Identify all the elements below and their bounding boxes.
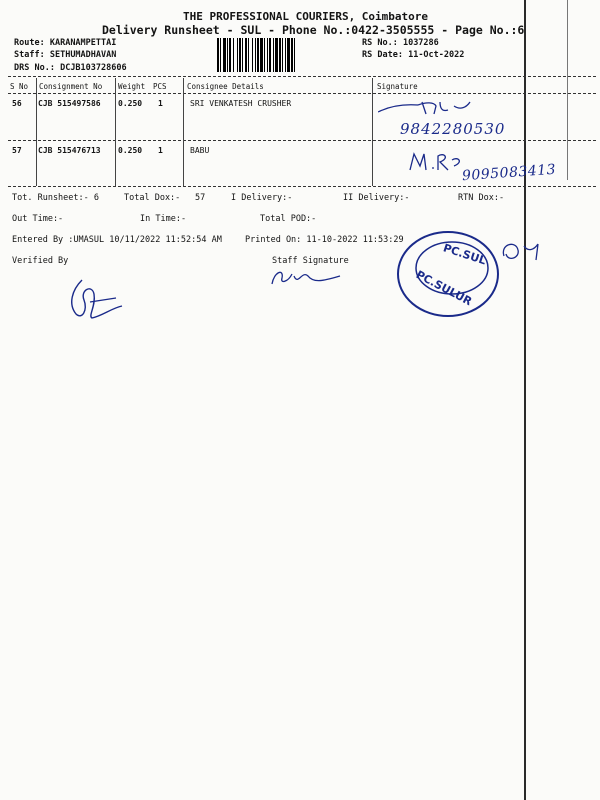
col-header-consignee: Consignee Details	[187, 82, 264, 91]
stamp-text-bottom: PC.SULUR	[413, 268, 475, 309]
col-separator	[372, 78, 373, 186]
col-header-weight: Weight	[118, 82, 146, 91]
cell-consignment: CJB 515476713	[38, 146, 101, 155]
entered-by: Entered By :UMASUL 10/11/2022 11:52:54 AM	[12, 235, 222, 245]
col-separator	[36, 78, 37, 186]
col-header-sno: S No	[10, 82, 29, 91]
row-divider	[8, 140, 596, 141]
table-bottom-rule	[8, 186, 596, 187]
total-dox-value: 57	[195, 193, 206, 203]
tot-runsheet: Tot. Runsheet:- 6	[12, 193, 99, 203]
cell-weight: 0.250	[118, 99, 143, 108]
cell-sno: 57	[12, 146, 22, 155]
total-dox-label: Total Dox:-	[124, 193, 181, 203]
staff-signature-label: Staff Signature	[272, 256, 349, 266]
rs-date-line	[362, 50, 464, 60]
col-header-signature: Signature	[377, 82, 418, 91]
page-edge-line-secondary	[567, 0, 568, 180]
staff-label: Staff:	[14, 50, 45, 60]
handwritten-phone: 9095083413	[461, 161, 557, 185]
barcode-bar	[295, 38, 297, 72]
verified-by-signature	[62, 276, 132, 322]
runsheet-title: Delivery Runsheet - SUL - Phone No.:0422-3505555 - Page No.:6	[102, 23, 525, 37]
cell-consignee: BABU	[190, 146, 210, 155]
page-edge-line	[524, 0, 526, 800]
in-time-label: In Time:-	[140, 214, 187, 224]
cell-sno: 56	[12, 99, 22, 108]
table-header-rule	[8, 93, 596, 94]
handwritten-phone: 9842280530	[400, 120, 506, 138]
rs-no-label: RS No.:	[362, 38, 398, 48]
drs-value: DCJB103728606	[60, 63, 127, 73]
staff-value: SETHUMADHAVAN	[49, 50, 117, 60]
cell-weight: 0.250	[118, 146, 143, 155]
ii-delivery-label: II Delivery:-	[343, 193, 410, 203]
col-header-pcs: PCS	[153, 82, 167, 91]
company-title: THE PROFESSIONAL COURIERS, Coimbatore	[183, 10, 429, 23]
out-time-label: Out Time:-	[12, 214, 64, 224]
cell-consignment: CJB 515497586	[38, 99, 101, 108]
route-value: KARANAMPETTAI	[49, 38, 117, 48]
stamp-text-top: PC.SUL	[441, 241, 488, 268]
rs-no-value: 1037286	[402, 38, 439, 48]
printed-on: Printed On: 11-10-2022 11:53:29	[245, 235, 404, 245]
office-stamp	[392, 228, 504, 326]
drs-line	[14, 63, 127, 73]
col-header-consignment: Consignment No	[39, 82, 103, 91]
rs-date-label: RS Date:	[362, 50, 403, 60]
route-line	[14, 38, 116, 48]
barcode-image	[217, 38, 357, 72]
verified-by-label: Verified By	[12, 256, 69, 266]
col-separator	[115, 78, 116, 186]
drs-label: DRS No.:	[14, 63, 55, 73]
cell-pcs: 1	[158, 146, 163, 155]
total-pod-label: Total POD:-	[260, 214, 317, 224]
table-top-rule	[8, 76, 596, 77]
cell-consignee: SRI VENKATESH CRUSHER	[190, 99, 292, 108]
handwritten-signature	[408, 148, 468, 174]
rs-date-value: 11-Oct-2022	[408, 50, 465, 60]
i-delivery-label: I Delivery:-	[231, 193, 293, 203]
stamp-scribble	[498, 236, 546, 266]
cell-pcs: 1	[158, 99, 163, 108]
route-label: Route:	[14, 38, 45, 48]
staff-line	[14, 50, 116, 60]
rs-no-line	[362, 38, 439, 48]
rtn-dox-label: RTN Dox:-	[458, 193, 505, 203]
col-separator	[183, 78, 184, 186]
staff-signature-scribble	[268, 262, 348, 292]
